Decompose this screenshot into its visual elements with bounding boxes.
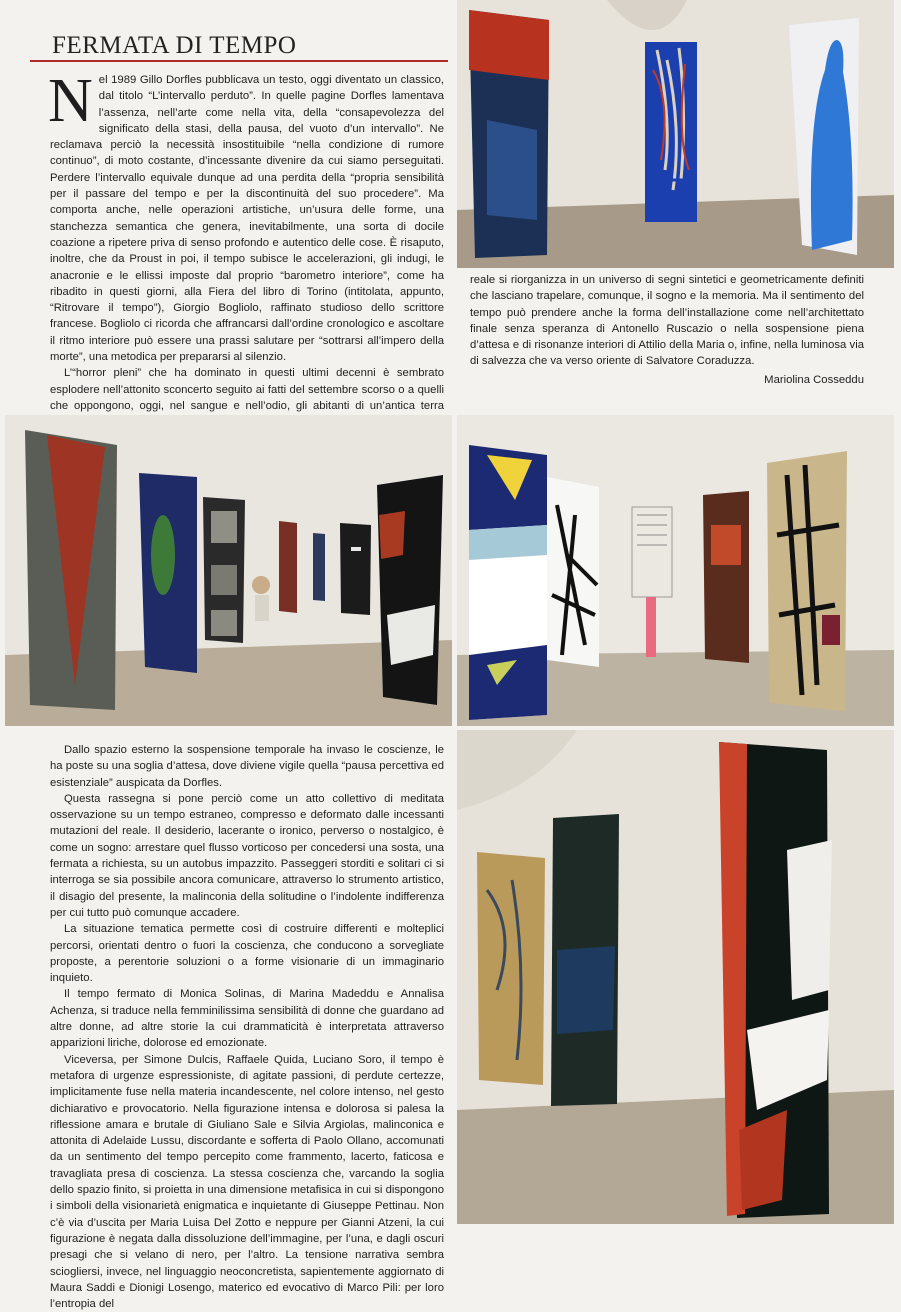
article-title: FERMATA DI TEMPO — [52, 32, 297, 59]
intro-column — [48, 67, 444, 431]
body-paragraph: Il tempo fermato di Monica Solinas, di Marina Madeddu e Annalisa Achenza, si traduce nella femminilissima sensibilità di donne che guardano ad altre donne, ad altre storie la cui drammaticità è interpretata attraverso apparizioni liriche, dolorose ed emozionate. — [50, 988, 444, 1050]
body-column — [50, 742, 444, 1312]
exhibition-photo-bottom-right — [457, 730, 894, 1224]
body-paragraph: Questa rassegna si pone perciò come un atto collettivo di meditata osservazione su un tempo estraneo, compresso e deformato dalle incessanti mutazioni del reale. Il desiderio, lacerante o ironico, perverso o nostalgico, è come un sogno: arrestare quel flusso vorticoso per concedersi una sosta, una fermata a richiesta, su un autobus impazzito. Passeggeri storditi e solitari ci si interroga se sia possibile ancora comunicare, attraverso lo strumento artistico, il disagio del presente, la malinconia della solitudine o l’indolente indifferenza per cui tutto può comunque accadere. — [50, 792, 444, 919]
intro-paragraph: L’“horror pleni” che ha dominato in questi ultimi decenni è sembrato esplodere nell’attonito sconcerto seguito ai fatti del settembre scorso o a quelli che oppongono, oggi, nel sangue e nell’odio, gli abitanti di un’antica terra — [50, 367, 444, 412]
exhibition-photo-middle-left — [5, 415, 452, 726]
body-paragraph: La situazione tematica permette così di costruire differenti e molteplici percorsi, orientati dentro o fuori la coscienza, che conducono a sorvegliate proposte, a perentorie soluzioni o a forme visionarie di un immaginario inquieto. — [50, 923, 444, 985]
intro-paragraph: el 1989 Gillo Dorfles pubblicava un testo, oggi diventato un classico, dal titolo “L’intervallo perduto”. In quelle pagine Dorfles lamentava l’assenza, nell’arte come nella vita, della “consapevolezza del significato della stasi, della pausa, del vuoto d’un intervallo”. Ne reclamava perciò la necessità insostituibile “nella condizione di rumore continuo”, di moto costante, d’incessante divenire da cui siamo perseguitati. Perdere l’intervallo equivale dunque ad una perdita della “propria sensibilità per il passare del tempo e per la discontinuità del suo procedere”. Ma comporta anche, nelle operazioni artistiche, un’usura delle forme, una stanchezza semantica che genera, inevitabilmente, una sorta di docile coazione a ripetere priva di senso profondo e autentico delle cose. È risaputo, inoltre, che da Proust in poi, il tempo subisce le accelerazioni, gli indugi, le anacronie e le ellissi imposte dal proprio “barometro interiore”, come ha ribadito in questi giorni, alla Fiera del libro di Torino (intitolata, appunto, “Ritrovare il tempo”), Giorgio Bogliolo, raffinato studioso dello scrittore francese. Bogliolo ci ricorda che affrancarsi dall’ordine cronologico e ascoltare il ritmo interiore può essere una prassi salutare per “sottrarsi all’impero della morte”, una metodica per prepararsi al silenzio. — [50, 74, 444, 364]
drop-cap: N — [48, 67, 93, 135]
title-rule — [30, 60, 448, 62]
body-paragraph: Dallo spazio esterno la sospensione temporale ha invaso le coscienze, le ha poste su una soglia d’attesa, dove diviene vigile quella “pausa percettiva ed esistenziale” auspicata da Dorfles. — [50, 744, 444, 789]
right-column — [470, 272, 864, 388]
author-signature: Mariolina Cosseddu — [764, 373, 864, 386]
body-paragraph: Viceversa, per Simone Dulcis, Raffaele Quida, Luciano Soro, il tempo è metafora di urgenze espressioniste, di agitate passioni, di perdute certezze, implicitamente fuse nella materia incandescente, nel colore intenso, nel gesto dichiarativo e provocatorio. Nella figurazione intensa e dolorosa si palesa la riflessione amara e brutale di Giuliano Sale e Silvia Argiolas, malinconica e attonita di Adelaide Lussu, discordante e sofferta di Paolo Ollano, accomunati da un sentimento del tempo percepito come frammento, lacerto, faticosa e travagliata presa di coscienza. La stessa coscienza che, varcando la soglia dello spazio finito, si proietta in una dimensione metafisica in cui si dispongono i simboli della visionarietà enigmatica e inquietante di Giuseppe Pettinau. Non c’è via d’uscita per Maria Luisa Del Zotto e neppure per Gianni Atzeni, la cui figurazione è negata dalla dissoluzione dell’immagine, per l’una, e dagli oscuri presagi che si velano di nero, per l’altro. La tensione narrativa sembra sciogliersi, invece, nel linguaggio neoconcretista, sapientemente aggiornato di Maura Saddi e Dionigi Losengo, materico ed evocativo di Marco Pili: per loro l’entropia del — [50, 1053, 444, 1311]
exhibition-photo-top-right — [457, 0, 894, 268]
exhibition-photo-middle-right — [457, 415, 894, 726]
right-column-paragraph: reale si riorganizza in un universo di segni sintetici e geometricamente definiti che lasciano trapelare, comunque, il sogno e la memoria. Ma il sentimento del tempo può prendere anche la forma dell’installazione come nell’architettato finale senza speranza di Antonello Ruscazio o nella sospensione piena d’attesa e di risonanze interiori di Attilio della Maria o, infine, nella luminosa via di salvezza che va verso oriente di Salvatore Coraduzza. — [470, 274, 864, 368]
